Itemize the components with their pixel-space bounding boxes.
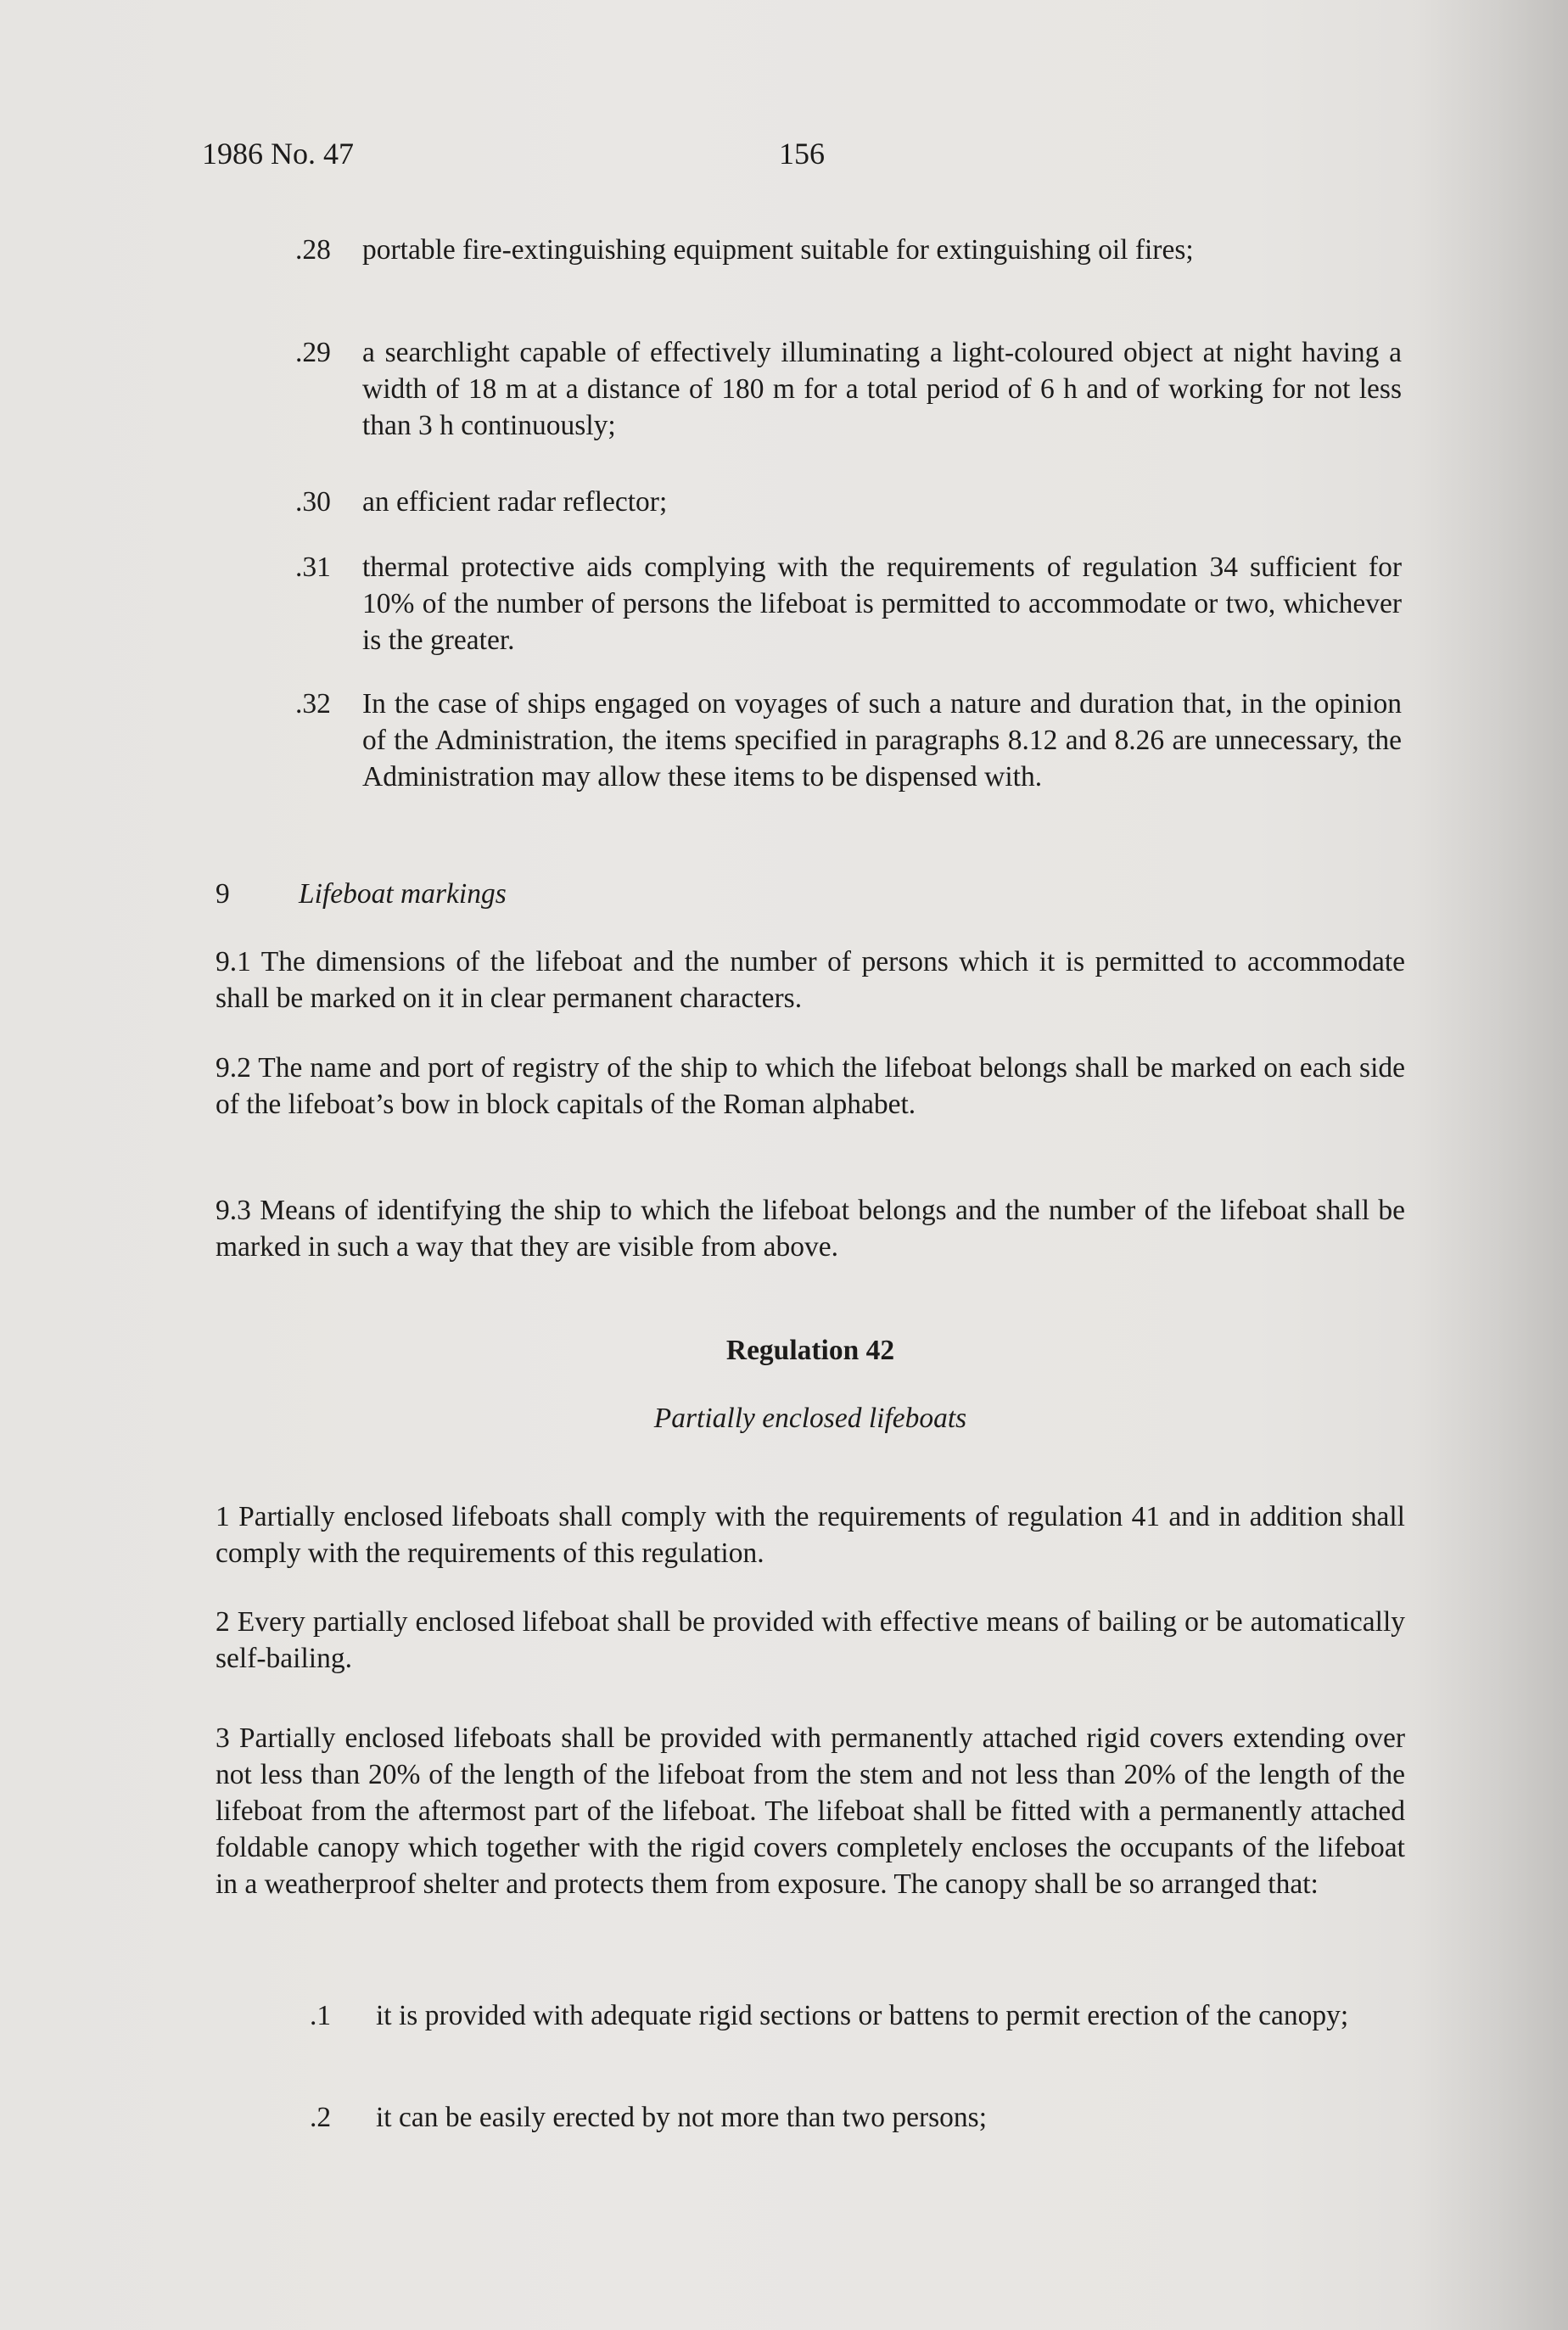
list-item-number: .31 bbox=[295, 552, 331, 583]
list-item-text: thermal protective aids complying with the requirements of regulation 34 sufficient for 10% of the number of persons the lifeboat is permitted to accommodate or two, whichever is the greater. bbox=[362, 552, 1402, 656]
section-number: 9 bbox=[216, 878, 230, 910]
section-title: Lifeboat markings bbox=[299, 878, 507, 910]
list-item-number: .29 bbox=[295, 337, 331, 368]
paragraph: 3 Partially enclosed lifeboats shall be provided with permanently attached rigid covers extending over not less than 20% of the length of the lifeboat from the stem and not less than 20% of the length of the lifeboat from the aftermost part of the lifeboat. The lifeboat shall be fitted with a permanently attached foldable canopy which together with the rigid covers completely encloses the occupants of the lifeboat in a weatherproof shelter and protects them from exposure. The canopy shall be so arranged that: bbox=[216, 1722, 1405, 1900]
paragraph: 9.2 The name and port of registry of the ship to which the lifeboat belongs shall be marked on each side of the lifeboat’s bow in block capitals of the Roman alphabet. bbox=[216, 1052, 1405, 1120]
regulation-subtitle: Partially enclosed lifeboats bbox=[653, 1403, 967, 1434]
list-item-text: an efficient radar reflector; bbox=[362, 486, 668, 518]
regulation-title: Regulation 42 bbox=[725, 1335, 895, 1366]
paragraph: 2 Every partially enclosed lifeboat shall be provided with effective means of bailing or be automatically self-bailing. bbox=[216, 1606, 1405, 1674]
paragraph: 9.3 Means of identifying the ship to which the lifeboat belongs and the number of the lifeboat shall be marked in such a way that they are visible from above. bbox=[216, 1195, 1405, 1263]
list-item-number: .30 bbox=[295, 486, 331, 518]
list-item-text: In the case of ships engaged on voyages of such a nature and duration that, in the opinion of the Administration, the items specified in paragraphs 8.12 and 8.26 are unnecessary, the Administration may allow these items to be dispensed with. bbox=[362, 688, 1402, 793]
list-item-number: .2 bbox=[310, 2102, 332, 2133]
list-item-number: .28 bbox=[295, 234, 331, 266]
page-edge-shadow bbox=[1415, 0, 1568, 2330]
list-item-text: it is provided with adequate rigid sections or battens to permit erection of the canopy; bbox=[376, 2000, 1349, 2031]
paragraph: 9.1 The dimensions of the lifeboat and the number of persons which it is permitted to accommodate shall be marked on it in clear permanent characters. bbox=[216, 946, 1405, 1014]
list-item-text: it can be easily erected by not more than two persons; bbox=[376, 2102, 988, 2133]
list-item-number: .32 bbox=[295, 688, 331, 720]
list-item-number: .1 bbox=[310, 2000, 332, 2031]
list-item-text: portable fire-extinguishing equipment suitable for extinguishing oil fires; bbox=[362, 234, 1194, 266]
page-number: 156 bbox=[779, 137, 825, 171]
document-reference: 1986 No. 47 bbox=[202, 137, 354, 171]
paragraph: 1 Partially enclosed lifeboats shall comply with the requirements of regulation 41 and in addition shall comply with the requirements of this regulation. bbox=[216, 1501, 1405, 1569]
list-item-text: a searchlight capable of effectively illuminating a light-coloured object at night having a width of 18 m at a distance of 180 m for a total period of 6 h and of working for not less than 3 h continuously; bbox=[362, 337, 1402, 441]
